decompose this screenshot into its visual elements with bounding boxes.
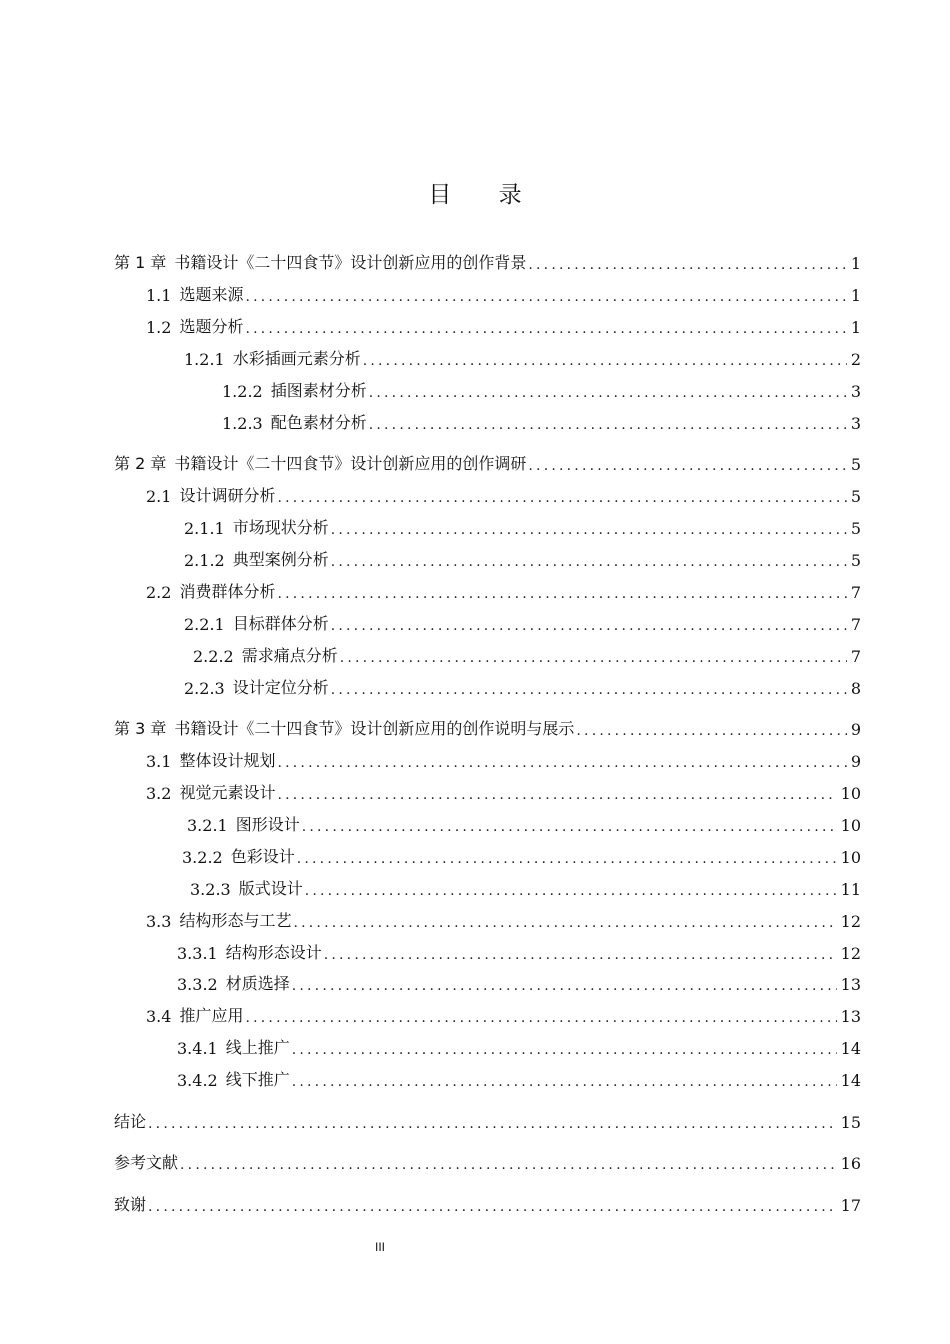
toc-entry-number: 1.2.1 xyxy=(184,350,225,369)
toc-entry-number: 1.1 xyxy=(146,286,172,305)
toc-entry-page: 7 xyxy=(850,647,861,666)
toc-entry-label: 结构形态与工艺 xyxy=(179,911,292,930)
toc-leader-dots xyxy=(324,947,837,963)
toc-entry-acknowledgements[interactable] xyxy=(114,1189,861,1215)
toc-entry-label: 配色素材分析 xyxy=(270,413,367,432)
toc-entry-page: 10 xyxy=(840,816,861,835)
toc-entry-label: 线下推广 xyxy=(225,1070,290,1089)
toc-entry-3-4-1[interactable] xyxy=(177,1032,861,1058)
toc-entry-page: 5 xyxy=(850,487,861,506)
toc-entry-3-2-2[interactable] xyxy=(182,841,861,867)
toc-entry-label xyxy=(174,451,526,474)
toc-entry-label: 目标群体分析 xyxy=(232,614,329,633)
toc-entry-label: 线上推广 xyxy=(225,1038,290,1057)
toc-entry-number: 3.3 xyxy=(146,912,172,931)
toc-entry-page: 14 xyxy=(840,1071,861,1090)
toc-leader-dots xyxy=(245,321,846,337)
toc-entry-number: 3.1 xyxy=(146,752,172,771)
toc-entry-1-2[interactable] xyxy=(146,311,861,337)
toc-entry-page: 12 xyxy=(840,944,861,963)
toc-entry-3-2-3[interactable] xyxy=(190,873,861,899)
toc-entry-number: 3.4.2 xyxy=(177,1071,218,1090)
toc-leader-dots xyxy=(576,723,846,739)
toc-entry-number: 3.3.2 xyxy=(177,975,218,994)
toc-entry-3-4[interactable] xyxy=(146,1000,861,1026)
toc-entry-2-2-3[interactable] xyxy=(184,672,861,698)
toc-entry-number: 2.2.3 xyxy=(184,679,225,698)
toc-entry-1-2-3[interactable] xyxy=(222,407,861,433)
toc-entry-page: 1 xyxy=(850,318,861,337)
toc-entry-page: 7 xyxy=(850,583,861,602)
toc-entry-label: 参考文献 xyxy=(114,1153,179,1172)
toc-leader-dots xyxy=(245,1010,836,1026)
toc-leader-dots xyxy=(277,490,846,506)
toc-leader-dots xyxy=(340,650,847,666)
toc-entry-label: 书籍设计《二十四食节》设计创新应用的创作背景 xyxy=(174,253,527,272)
toc-entry-2-2-2[interactable] xyxy=(193,640,861,666)
toc-entry-page: 13 xyxy=(840,1007,861,1026)
toc-entry-number: 3.2.2 xyxy=(182,848,223,867)
toc-leader-dots xyxy=(528,458,846,474)
toc-leader-dots xyxy=(245,289,846,305)
toc-leader-dots xyxy=(528,257,846,273)
toc-leader-dots xyxy=(369,417,847,433)
toc-entry-page: 15 xyxy=(840,1113,861,1132)
toc-leader-dots xyxy=(148,1116,837,1132)
toc-entry-label: 视觉元素设计 xyxy=(179,783,276,802)
toc-entry-label: 典型案例分析 xyxy=(232,550,329,569)
toc-entry-3-3-1[interactable] xyxy=(177,937,861,963)
toc-entry-number: 2.1.1 xyxy=(184,519,225,538)
toc-entry-page: 9 xyxy=(850,720,861,739)
toc-entry-label: 致谢 xyxy=(114,1195,147,1214)
toc-leader-dots xyxy=(277,586,846,602)
toc-leader-dots xyxy=(305,883,837,899)
toc-entry-label-main: 书籍设计《二十四食节》设计创新应用 xyxy=(174,719,447,738)
toc-entry-page: 14 xyxy=(840,1039,861,1058)
toc-entry-number: 3.2.3 xyxy=(190,880,231,899)
toc-entry-number: 3.4.1 xyxy=(177,1039,218,1058)
toc-entry-page: 13 xyxy=(840,975,861,994)
toc-entry-3-2-1[interactable] xyxy=(187,809,861,835)
toc-leader-dots xyxy=(331,618,847,634)
toc-entry-number: 2.1 xyxy=(146,487,172,506)
toc-leader-dots xyxy=(277,787,836,803)
toc-entry-number: 第 2 章 xyxy=(114,454,167,473)
toc-entry-2-1-1[interactable] xyxy=(184,512,861,538)
toc-leader-dots xyxy=(331,682,847,698)
toc-entry-number: 1.2 xyxy=(146,318,172,337)
toc-entry-label: 材质选择 xyxy=(225,974,290,993)
toc-entry-page: 10 xyxy=(840,848,861,867)
toc-entry-page: 3 xyxy=(850,382,861,401)
toc-entry-page: 5 xyxy=(850,551,861,570)
toc-entry-label xyxy=(174,716,574,739)
toc-entry-number: 3.3.1 xyxy=(177,944,218,963)
toc-leader-dots xyxy=(369,385,847,401)
toc-leader-dots xyxy=(292,978,837,994)
toc-entry-1-2-1[interactable] xyxy=(184,343,861,369)
toc-entry-page: 9 xyxy=(850,752,861,771)
toc-entry-label: 图形设计 xyxy=(235,815,300,834)
toc-entry-number: 3.4 xyxy=(146,1007,172,1026)
toc-entry-label-main: 书籍设计《二十四食节》设计创新应用的 xyxy=(174,454,463,473)
toc-entry-chapter-2[interactable] xyxy=(114,448,861,474)
toc-leader-dots xyxy=(180,1157,837,1173)
toc-entry-1-1[interactable] xyxy=(146,279,861,305)
toc-entry-label: 市场现状分析 xyxy=(232,518,329,537)
toc-entry-2-2-1[interactable] xyxy=(184,608,861,634)
toc-leader-dots xyxy=(331,554,847,570)
toc-entry-number: 2.2 xyxy=(146,583,172,602)
toc-entry-page: 1 xyxy=(850,286,861,305)
toc-entry-label: 设计调研分析 xyxy=(179,486,276,505)
toc-entry-label-emphasis: 的创作说明与展示 xyxy=(446,719,575,738)
toc-leader-dots xyxy=(363,353,847,369)
toc-leader-dots xyxy=(292,1074,837,1090)
toc-entry-2-1[interactable] xyxy=(146,480,861,506)
toc-entry-label: 插图素材分析 xyxy=(270,381,367,400)
toc-leader-dots xyxy=(292,1042,837,1058)
toc-entry-page: 12 xyxy=(840,912,861,931)
page-number-footer: III xyxy=(374,1240,385,1254)
toc-entry-page: 16 xyxy=(840,1154,861,1173)
toc-entry-label: 推广应用 xyxy=(179,1006,244,1025)
toc-entry-label: 整体设计规划 xyxy=(179,751,276,770)
toc-entry-2-1-2[interactable] xyxy=(184,544,861,570)
toc-entry-label-emphasis: 创作调研 xyxy=(462,454,527,473)
toc-entry-number: 1.2.3 xyxy=(222,414,263,433)
toc-entry-label: 选题分析 xyxy=(179,317,244,336)
toc-title: 目 录 xyxy=(428,182,542,208)
toc-entry-page: 2 xyxy=(850,350,861,369)
toc-entry-references[interactable] xyxy=(114,1147,861,1173)
toc-entry-label: 需求痛点分析 xyxy=(241,646,338,665)
toc-entry-number: 2.2.1 xyxy=(184,615,225,634)
toc-entry-label: 水彩插画元素分析 xyxy=(232,349,361,368)
toc-entry-2-2[interactable] xyxy=(146,576,861,602)
toc-entry-number: 2.1.2 xyxy=(184,551,225,570)
toc-entry-3-4-2[interactable] xyxy=(177,1064,861,1090)
toc-entry-conclusion[interactable] xyxy=(114,1106,861,1132)
toc-leader-dots xyxy=(331,522,847,538)
toc-entry-chapter-1[interactable] xyxy=(114,247,861,273)
toc-entry-page: 7 xyxy=(850,615,861,634)
toc-entry-chapter-3[interactable] xyxy=(114,713,861,739)
toc-entry-number: 第 3 章 xyxy=(114,719,167,738)
toc-entry-page: 1 xyxy=(850,254,861,273)
toc-entry-3-3[interactable] xyxy=(146,905,861,931)
toc-entry-number: 1.2.2 xyxy=(222,382,263,401)
toc-leader-dots xyxy=(148,1199,837,1215)
toc-entry-label: 设计定位分析 xyxy=(232,678,329,697)
toc-entry-label: 版式设计 xyxy=(238,879,303,898)
toc-entry-1-2-2[interactable] xyxy=(222,375,861,401)
toc-entry-page: 5 xyxy=(850,519,861,538)
toc-entry-3-2[interactable] xyxy=(146,777,861,803)
toc-entry-number: 3.2 xyxy=(146,784,172,803)
toc-entry-page: 17 xyxy=(840,1196,861,1215)
toc-entry-number: 第 1 章 xyxy=(114,253,167,272)
toc-entry-page: 5 xyxy=(850,455,861,474)
toc-entry-label: 色彩设计 xyxy=(230,847,295,866)
toc-entry-label: 结论 xyxy=(114,1112,147,1131)
toc-leader-dots xyxy=(302,819,837,835)
toc-entry-page: 3 xyxy=(850,414,861,433)
toc-entry-number: 2.2.2 xyxy=(193,647,234,666)
toc-entry-3-1[interactable] xyxy=(146,745,861,771)
toc-leader-dots xyxy=(277,755,846,771)
toc-entry-page: 11 xyxy=(840,880,861,899)
toc-entry-page: 10 xyxy=(840,784,861,803)
toc-entry-page: 8 xyxy=(850,679,861,698)
toc-entry-label: 选题来源 xyxy=(179,285,244,304)
toc-leader-dots xyxy=(297,851,837,867)
toc-entry-label: 消费群体分析 xyxy=(179,582,276,601)
toc-entry-label: 结构形态设计 xyxy=(225,943,322,962)
toc-entry-3-3-2[interactable] xyxy=(177,968,861,994)
toc-entry-number: 3.2.1 xyxy=(187,816,228,835)
toc-leader-dots xyxy=(293,915,836,931)
